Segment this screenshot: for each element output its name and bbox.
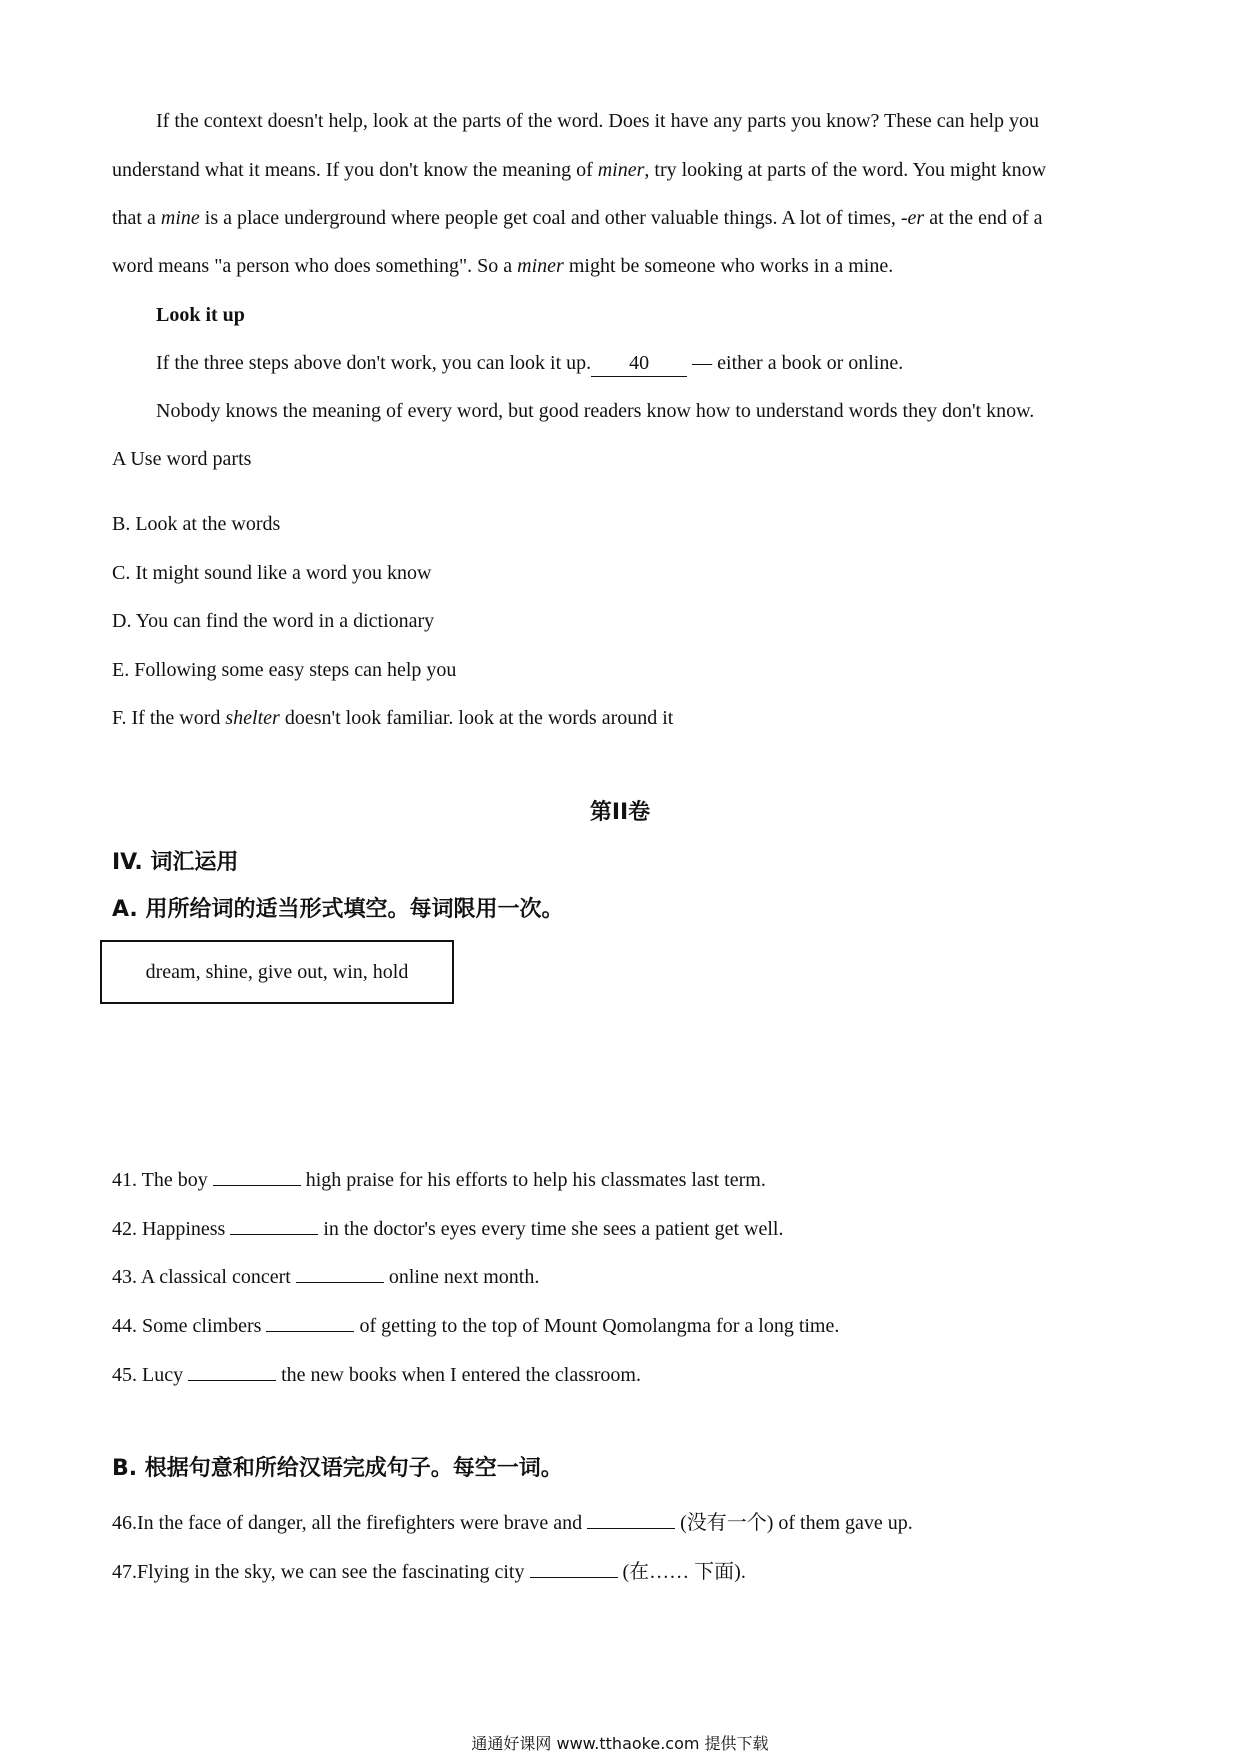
option-b: B. Look at the words [112,513,281,535]
text: If the context doesn't help, look at the parts of the word. Does it have any parts you know? These can help you [156,110,1039,132]
answer-blank-44[interactable] [266,1311,354,1332]
text: online next month. [383,1266,540,1288]
question-43 [112,1262,1132,1290]
text: 46.In the face of danger, all the firefighters were brave and [112,1512,588,1534]
option-c: C. It might sound like a word you know [112,562,432,584]
text: — either a book or online. [687,352,904,374]
text: the new books when I entered the classroom. [276,1364,641,1386]
part-b-heading: B. 根据句意和所给汉语完成句子。每空一词。 [112,1456,563,1481]
text: high praise for his efforts to help his classmates last term. [300,1169,766,1191]
text: doesn't look familiar. look at the words around it [279,707,674,729]
answer-blank-40[interactable]: 40 [591,350,687,377]
text: at the end of a [924,207,1043,229]
passage-line-3 [112,205,1132,231]
question-47 [112,1557,1132,1585]
answer-blank-41[interactable] [213,1165,301,1186]
passage-line-blank-40 [156,350,1176,377]
section-title: 第II卷 [589,800,651,825]
text: word means "a person who does something". So a [112,255,518,277]
subheading-look-it-up: Look it up [156,304,245,326]
text: 47.Flying in the sky, we can see the fascinating city [112,1561,530,1583]
option-a: A Use word parts [112,448,252,470]
question-41 [112,1165,1132,1193]
question-46 [112,1508,1132,1536]
word-bank-box [100,940,454,1004]
option-e: E. Following some easy steps can help you [112,659,457,681]
text: (没有一个) of them gave up. [675,1512,913,1534]
text: 43. A classical concert [112,1266,296,1288]
text: might be someone who works in a mine. [563,255,894,277]
part-iv-heading: IV. 词汇运用 [112,850,239,875]
answer-blank-47[interactable] [530,1557,618,1578]
question-45 [112,1360,1132,1388]
italic-word: mine [160,207,200,229]
text: in the doctor's eyes every time she sees a patient get well. [318,1218,784,1240]
question-44 [112,1311,1132,1339]
text: 44. Some climbers [112,1315,267,1337]
passage-line-1 [156,108,1176,134]
italic-word: miner [597,159,645,181]
text: understand what it means. If you don't know the meaning of [112,159,598,181]
text: (在…… 下面). [617,1561,746,1583]
text: F. If the word [112,707,226,729]
text: , try looking at parts of the word. You might know [644,159,1047,181]
text: is a place underground where people get coal and other valuable things. A lot of times, [199,207,901,229]
passage-line-2 [112,157,1132,183]
word-bank-text: dream, shine, give out, win, hold [145,960,409,983]
answer-blank-46[interactable] [587,1508,675,1529]
text: 42. Happiness [112,1218,231,1240]
passage-line-final: Nobody knows the meaning of every word, but good readers know how to understand words they don't know. [156,400,1035,422]
answer-blank-45[interactable] [188,1360,276,1381]
passage-line-4 [112,253,1132,279]
answer-blank-42[interactable] [230,1214,318,1235]
italic-word: -er [900,207,925,229]
text: If the three steps above don't work, you can look it up. [156,352,592,374]
text: 45. Lucy [112,1364,189,1386]
text: 41. The boy [112,1169,213,1191]
italic-word: shelter [225,707,280,729]
part-a-heading: A. 用所给词的适当形式填空。每词限用一次。 [112,897,564,922]
option-f [112,705,1132,731]
question-42 [112,1214,1132,1242]
answer-blank-43[interactable] [296,1262,384,1283]
option-d: D. You can find the word in a dictionary [112,610,435,632]
text: that a [112,207,161,229]
text: of getting to the top of Mount Qomolangma for a long time. [354,1315,840,1337]
italic-word: miner [517,255,564,277]
page-footer: 通通好课网 www.tthaoke.com 提供下载 [471,1734,769,1753]
